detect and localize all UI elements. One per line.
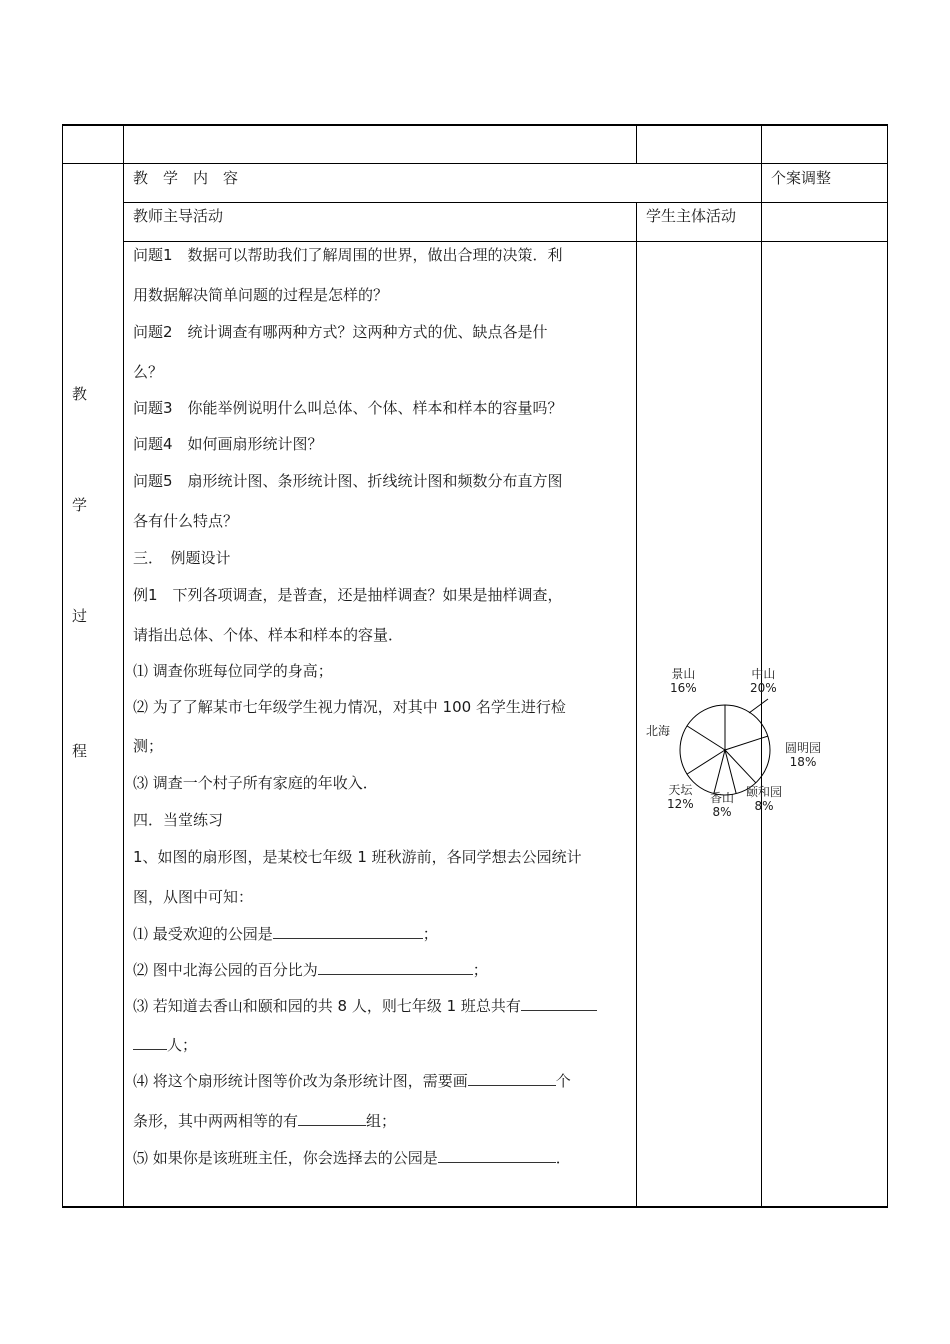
question-text: 条形，其中两两相等的有	[133, 1112, 299, 1130]
question-text: ．	[555, 1149, 571, 1167]
question-text: 组；	[366, 1112, 397, 1130]
question-4-cont	[133, 1111, 396, 1131]
section-heading: 三． 例题设计	[133, 549, 231, 567]
pie-label-tiantan: 天坛 12%	[667, 783, 694, 811]
question-2	[133, 960, 488, 980]
table-top-border	[62, 124, 888, 126]
pie-leader-line	[749, 699, 768, 713]
row-divider	[62, 163, 888, 164]
content-line: 问题3 你能举例说明什么叫总体、个体、样本和样本的容量吗？	[133, 399, 563, 417]
side-char: 程	[72, 742, 88, 760]
column-divider	[123, 125, 124, 1207]
content-line: 图，从图中可知：	[133, 888, 254, 906]
row-divider	[123, 202, 888, 203]
answer-blank[interactable]	[318, 960, 473, 975]
pie-slice-boundary	[687, 726, 725, 750]
side-char: 学	[72, 496, 88, 514]
question-5	[133, 1148, 571, 1168]
content-line: 用数据解决简单问题的过程是怎样的？	[133, 286, 389, 304]
side-char: 教	[72, 385, 88, 403]
pie-slice-boundary	[725, 736, 768, 750]
content-line: ⑴ 调查你班每位同学的身高；	[133, 662, 333, 680]
question-text: 人；	[167, 1036, 198, 1054]
content-line: 么？	[133, 363, 164, 381]
question-3	[133, 996, 597, 1016]
answer-blank[interactable]	[438, 1148, 556, 1163]
pie-label-beihai: 北海	[646, 724, 671, 738]
question-text: ；	[422, 925, 438, 943]
content-line: 请指出总体、个体、样本和样本的容量．	[133, 626, 404, 644]
answer-blank[interactable]	[521, 996, 597, 1011]
teacher-activity-header: 教师主导活动	[133, 207, 224, 225]
question-3-cont	[133, 1035, 197, 1055]
content-line: 1、如图的扇形图，是某校七年级 1 班秋游前，各同学想去公园统计	[133, 848, 582, 866]
content-line: ⑵ 为了了解某市七年级学生视力情况，对其中 100 名学生进行检	[133, 698, 566, 716]
question-4	[133, 1071, 571, 1091]
header-content: 教 学 内 容	[133, 169, 239, 187]
answer-blank[interactable]	[133, 1035, 167, 1050]
pie-label-yiheyuan: 颐和园 8%	[746, 785, 783, 813]
header-adjust: 个案调整	[771, 169, 832, 187]
content-line: 问题4 如何画扇形统计图？	[133, 435, 323, 453]
answer-blank[interactable]	[273, 924, 423, 939]
question-1	[133, 924, 438, 944]
answer-blank[interactable]	[468, 1071, 556, 1086]
question-text: ⑸ 如果你是该班班主任，你会选择去的公园是	[133, 1149, 438, 1167]
content-line: 问题1 数据可以帮助我们了解周围的世界，做出合理的决策．利	[133, 246, 563, 264]
pie-label-jingshan: 景山 16%	[670, 667, 697, 695]
answer-blank[interactable]	[298, 1111, 366, 1126]
column-divider	[636, 202, 637, 1207]
question-text: 个	[555, 1072, 571, 1090]
section-heading: 四．当堂练习	[133, 811, 224, 829]
pie-chart	[638, 655, 848, 830]
question-text: ⑵ 图中北海公园的百分比为	[133, 961, 318, 979]
table-bottom-border	[62, 1206, 888, 1208]
content-line: 测；	[133, 737, 164, 755]
content-line: 问题5 扇形统计图、条形统计图、折线统计图和频数分布直方图	[133, 472, 563, 490]
column-divider	[636, 125, 637, 163]
row-divider	[123, 241, 888, 242]
pie-label-yuanmingyuan: 圆明园 18%	[785, 741, 822, 769]
pie-label-zhongshan: 中山 20%	[750, 667, 777, 695]
content-line: 各有什么特点？	[133, 512, 239, 530]
question-text: ⑶ 若知道去香山和颐和园的共 8 人，则七年级 1 班总共有	[133, 997, 521, 1015]
question-text: ；	[472, 961, 488, 979]
student-activity-header: 学生主体活动	[646, 207, 737, 225]
content-line: ⑶ 调查一个村子所有家庭的年收入．	[133, 774, 378, 792]
pie-label-xiangshan: 香山 8%	[710, 791, 735, 819]
question-text: ⑷ 将这个扇形统计图等价改为条形统计图，需要画	[133, 1072, 468, 1090]
content-line: 问题2 统计调查有哪两种方式？这两种方式的优、缺点各是什	[133, 323, 548, 341]
content-line: 例1 下列各项调查，是普查，还是抽样调查？如果是抽样调查，	[133, 586, 563, 604]
side-char: 过	[72, 607, 88, 625]
question-text: ⑴ 最受欢迎的公园是	[133, 925, 273, 943]
